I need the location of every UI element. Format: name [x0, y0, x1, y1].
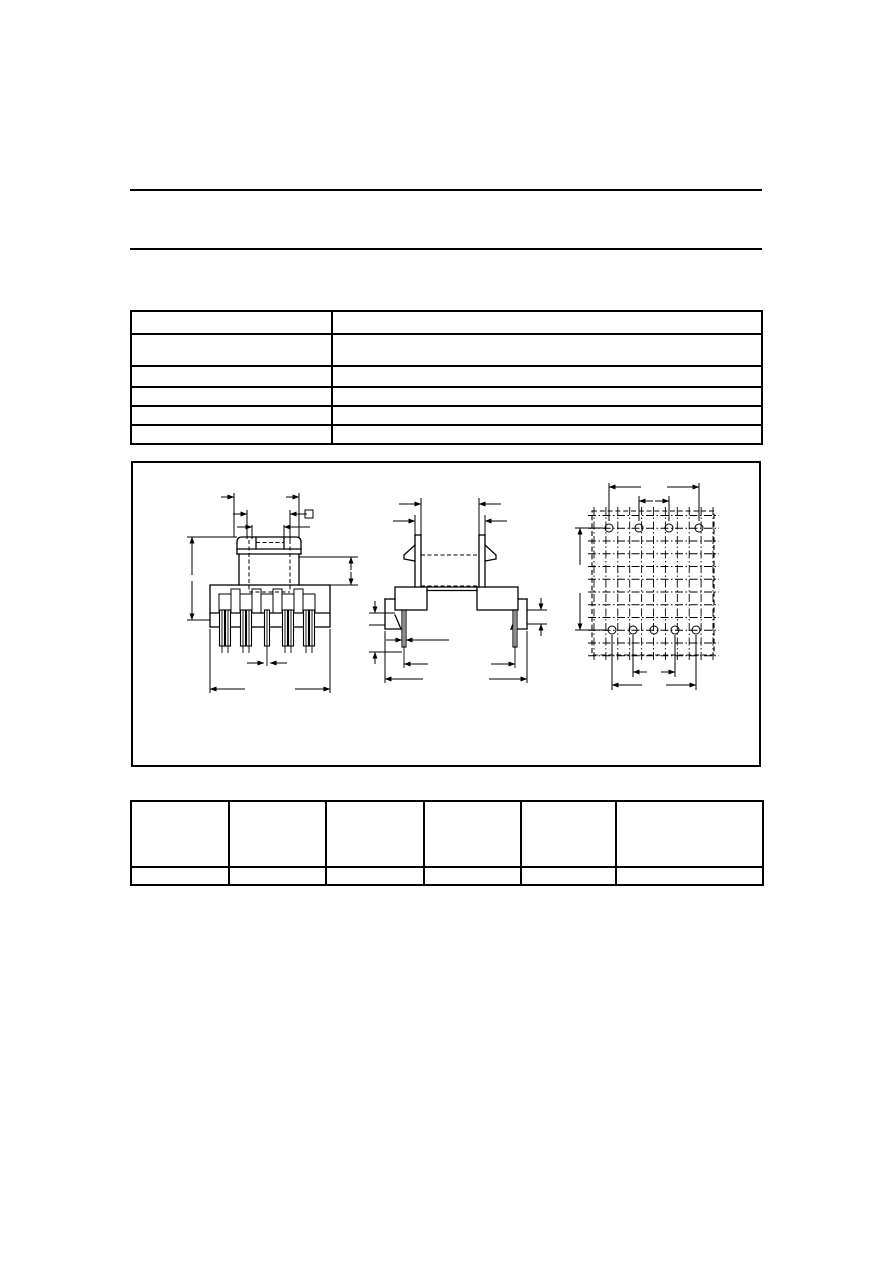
dimensions-table-cell — [229, 867, 326, 885]
spec-table-cell — [332, 387, 762, 406]
dimensions-table-cell — [326, 801, 424, 867]
spec-table-cell — [332, 334, 762, 366]
spec-table-cell — [131, 311, 332, 334]
dimensions-table-cell — [131, 867, 229, 885]
front-view — [187, 493, 358, 693]
bottom-view — [575, 483, 719, 690]
dimensions-table-cell — [521, 867, 616, 885]
dimensions-table-cell — [131, 801, 229, 867]
flange-wing-left — [404, 545, 415, 561]
spec-table-cell — [131, 387, 332, 406]
dimensions-table-cell — [424, 867, 521, 885]
dimensions-table — [130, 800, 764, 886]
spec-table-cell — [131, 334, 332, 366]
spec-table-cell — [332, 311, 762, 334]
spec-table-cell — [332, 366, 762, 387]
print-grid — [588, 507, 719, 661]
spec-table-cell — [131, 425, 332, 444]
dimensions-table-cell — [616, 801, 763, 867]
header-top-rule — [130, 189, 762, 191]
spec-table-cell — [131, 406, 332, 425]
dimensions-table-cell — [521, 801, 616, 867]
spec-table-cell — [332, 406, 762, 425]
dimensions-table-cell — [229, 801, 326, 867]
spec-table-cell — [332, 425, 762, 444]
spec-table-cell — [131, 366, 332, 387]
spec-table — [130, 310, 763, 445]
front-view-pins — [220, 610, 315, 666]
dimensions-table-cell — [424, 801, 521, 867]
side-view-pins — [402, 610, 517, 668]
dimensions-table-cell — [616, 867, 763, 885]
flange-wing-right — [485, 545, 496, 561]
side-view — [369, 498, 547, 683]
header-bottom-rule — [130, 248, 762, 250]
dimensions-table-cell — [326, 867, 424, 885]
coil-former-drawing — [133, 463, 759, 765]
figure-frame — [131, 461, 761, 767]
